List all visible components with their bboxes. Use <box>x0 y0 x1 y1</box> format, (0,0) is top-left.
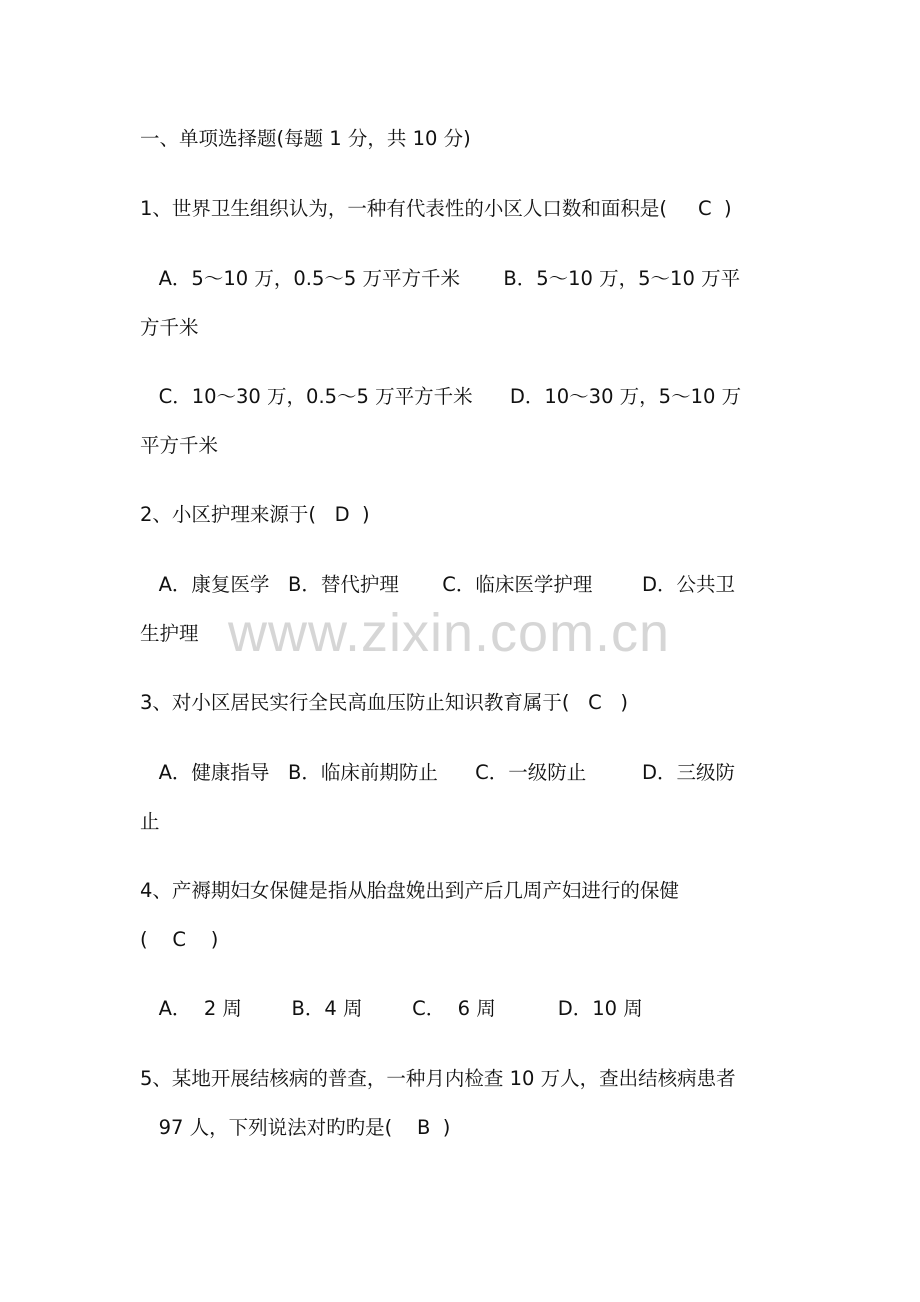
question-options: A． 2 周 B．4 周 C． 6 周 D．10 周 <box>140 997 643 1020</box>
question-options: 止 <box>140 810 160 833</box>
question-stem: 97 人，下列说法对旳旳是( B ) <box>140 1116 451 1139</box>
question-stem: 3、对小区居民实行全民高血压防止知识教育属于( C ) <box>140 691 628 714</box>
question-options: 平方千米 <box>140 434 219 457</box>
question-stem: 1、世界卫生组织认为，一种有代表性的小区人口数和面积是( C ) <box>140 197 732 220</box>
watermark: www.zixin.com.cn <box>228 603 671 663</box>
section-title: 一、单项选择题(每题 1 分，共 10 分) <box>140 127 471 150</box>
question-stem: ( C ) <box>140 928 219 951</box>
question-options: 生护理 <box>140 622 199 645</box>
question-options: 方千米 <box>140 316 199 339</box>
question-options: A．5～10 万，0.5～5 万平方千米 B．5～10 万，5～10 万平 <box>140 267 741 290</box>
question-options: A．健康指导 B．临床前期防止 C．一级防止 D．三级防 <box>140 761 736 784</box>
question-stem: 2、小区护理来源于( D ) <box>140 503 370 526</box>
question-stem: 4、产褥期妇女保健是指从胎盘娩出到产后几周产妇进行的保健 <box>140 879 679 902</box>
question-options: C．10～30 万，0.5～5 万平方千米 D．10～30 万，5～10 万 <box>140 385 742 408</box>
question-options: A．康复医学 B．替代护理 C．临床医学护理 D．公共卫 <box>140 573 736 596</box>
question-stem: 5、某地开展结核病的普查，一种月内检查 10 万人，查出结核病患者 <box>140 1067 736 1090</box>
